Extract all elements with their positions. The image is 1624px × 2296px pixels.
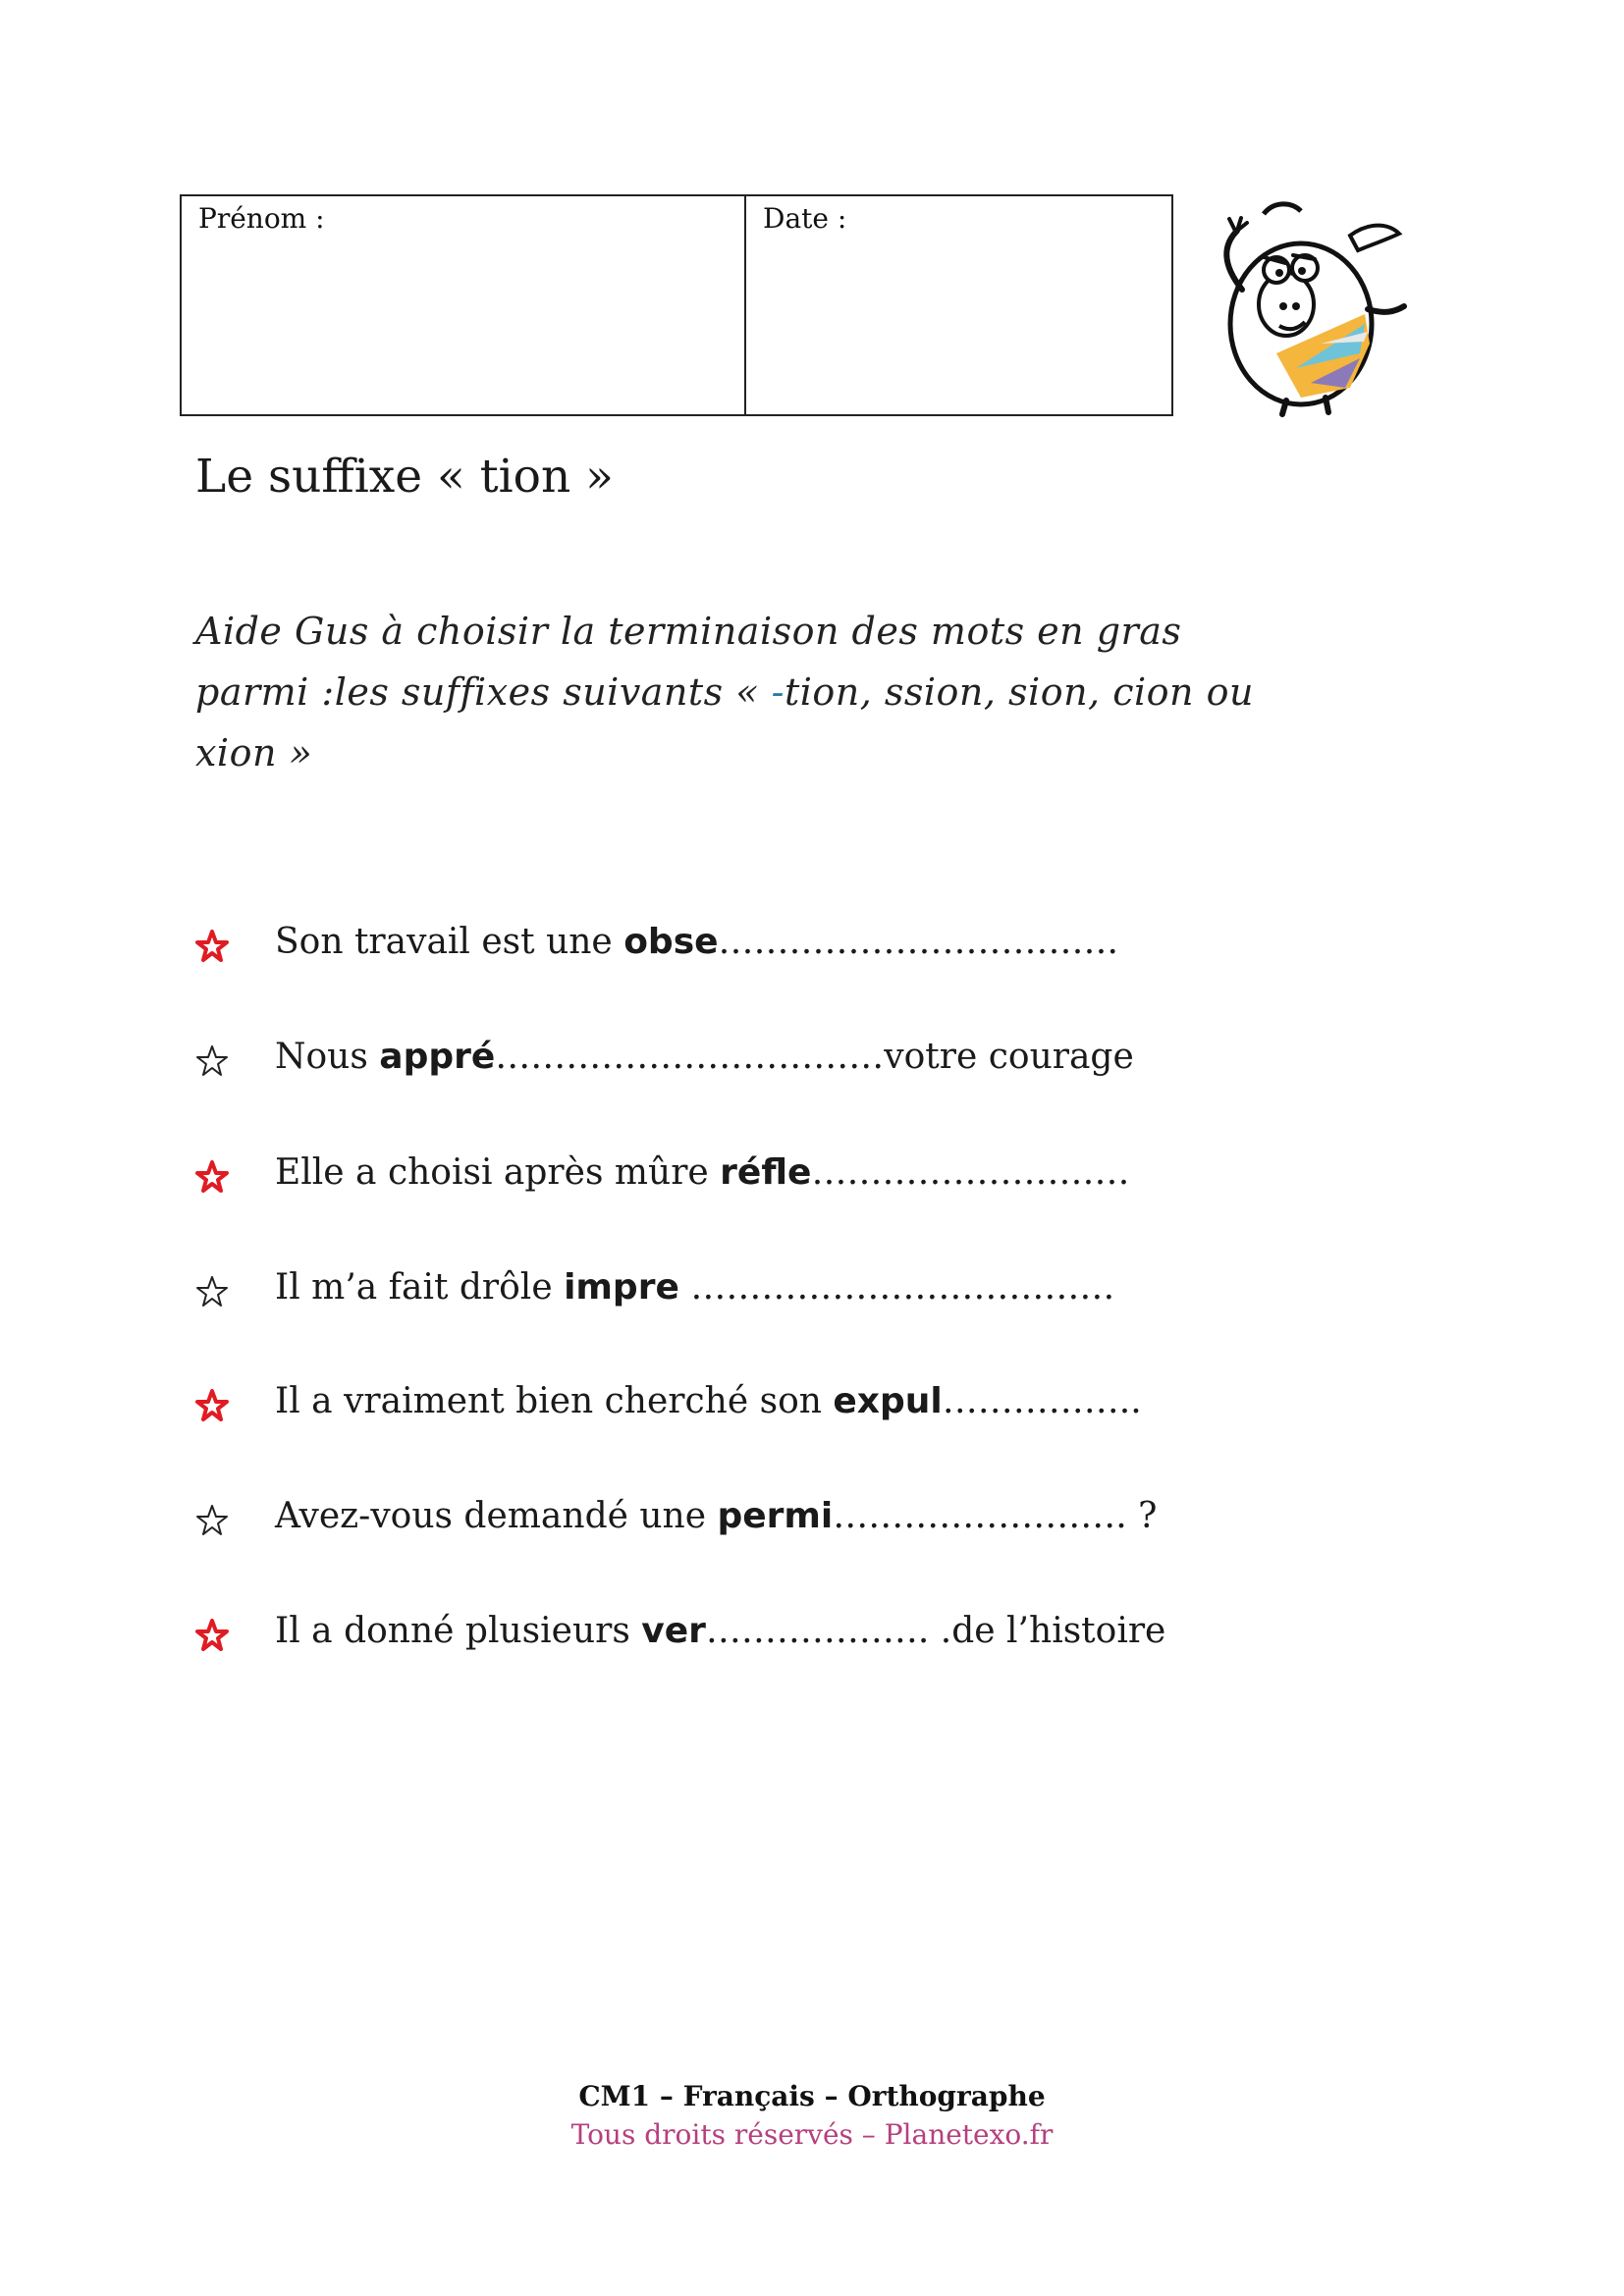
sentence-start: Il a donné plusieurs [275, 1611, 642, 1651]
instructions-line-2-before: parmi :les suffixes suivants « [195, 670, 772, 714]
star-outline-icon [195, 1504, 229, 1537]
footer-course: CM1 – Français – Orthographe [578, 2080, 1046, 2112]
page-title: Le suffixe « tion » [195, 450, 614, 504]
instructions-line-2 [195, 662, 1423, 722]
footer-copyright: Tous droits réservés – Planetexo.fr [570, 2118, 1054, 2151]
keyword-stem: réfle [720, 1152, 812, 1193]
answer-blank[interactable]: ……………………. ? [833, 1496, 1158, 1536]
date-cell[interactable] [746, 196, 1171, 414]
exercise-item [195, 1037, 1423, 1092]
star-filled-icon [195, 930, 229, 963]
instructions-line-3: xion » [195, 731, 313, 774]
instructions-line-1: Aide Gus à choisir la terminaison des mots en gras [195, 610, 1182, 653]
instructions-dash: - [771, 670, 785, 714]
prenom-label: Prénom : [198, 202, 325, 235]
sentence-start: Elle a choisi après mûre [275, 1152, 721, 1193]
star-outline-icon [195, 1044, 229, 1078]
gus-mascot-icon [1203, 196, 1414, 417]
answer-blank[interactable]: ……………………………… [678, 1267, 1115, 1308]
exercise-item [195, 1611, 1423, 1666]
exercise-sentence [275, 1381, 1142, 1421]
star-filled-icon [195, 1160, 229, 1194]
sentence-start: Nous [275, 1037, 380, 1077]
exercise-sentence [275, 1037, 1134, 1077]
prenom-cell[interactable] [182, 196, 746, 414]
sentence-start: Il m’a fait drôle [275, 1267, 565, 1308]
exercise-item [195, 1381, 1423, 1436]
answer-blank[interactable]: ……………………… [811, 1152, 1130, 1193]
keyword-stem: appré [379, 1037, 496, 1077]
instructions [195, 601, 1423, 783]
instructions-line-2-after: tion, ssion, sion, cion ou [784, 670, 1254, 714]
keyword-stem: ver [641, 1611, 706, 1651]
keyword-stem: expul [833, 1381, 943, 1421]
name-date-table [180, 194, 1173, 416]
keyword-stem: impre [564, 1267, 679, 1308]
keyword-stem: obse [623, 922, 719, 962]
exercise-sentence [275, 1496, 1157, 1536]
answer-blank[interactable]: ………………. .de l’histoire [705, 1611, 1166, 1651]
star-filled-icon [195, 1389, 229, 1422]
answer-blank[interactable]: …………….. [942, 1381, 1142, 1421]
exercise-item [195, 1496, 1423, 1551]
answer-blank[interactable]: ……………………………votre courage [495, 1037, 1134, 1077]
exercise-sentence [275, 1611, 1165, 1651]
exercise-item [195, 922, 1423, 977]
exercise-sentence [275, 1267, 1114, 1308]
exercise-sentence [275, 922, 1118, 962]
sentence-start: Avez-vous demandé une [275, 1496, 718, 1536]
exercise-sentence [275, 1152, 1129, 1193]
sentence-start: Son travail est une [275, 922, 624, 962]
answer-blank[interactable]: ……………………………. [718, 922, 1118, 962]
exercise-item [195, 1267, 1423, 1322]
keyword-stem: permi [717, 1496, 834, 1536]
sentence-start: Il a vraiment bien cherché son [275, 1381, 834, 1421]
star-outline-icon [195, 1275, 229, 1308]
date-label: Date : [763, 202, 847, 235]
exercise-item [195, 1152, 1423, 1207]
star-filled-icon [195, 1619, 229, 1652]
